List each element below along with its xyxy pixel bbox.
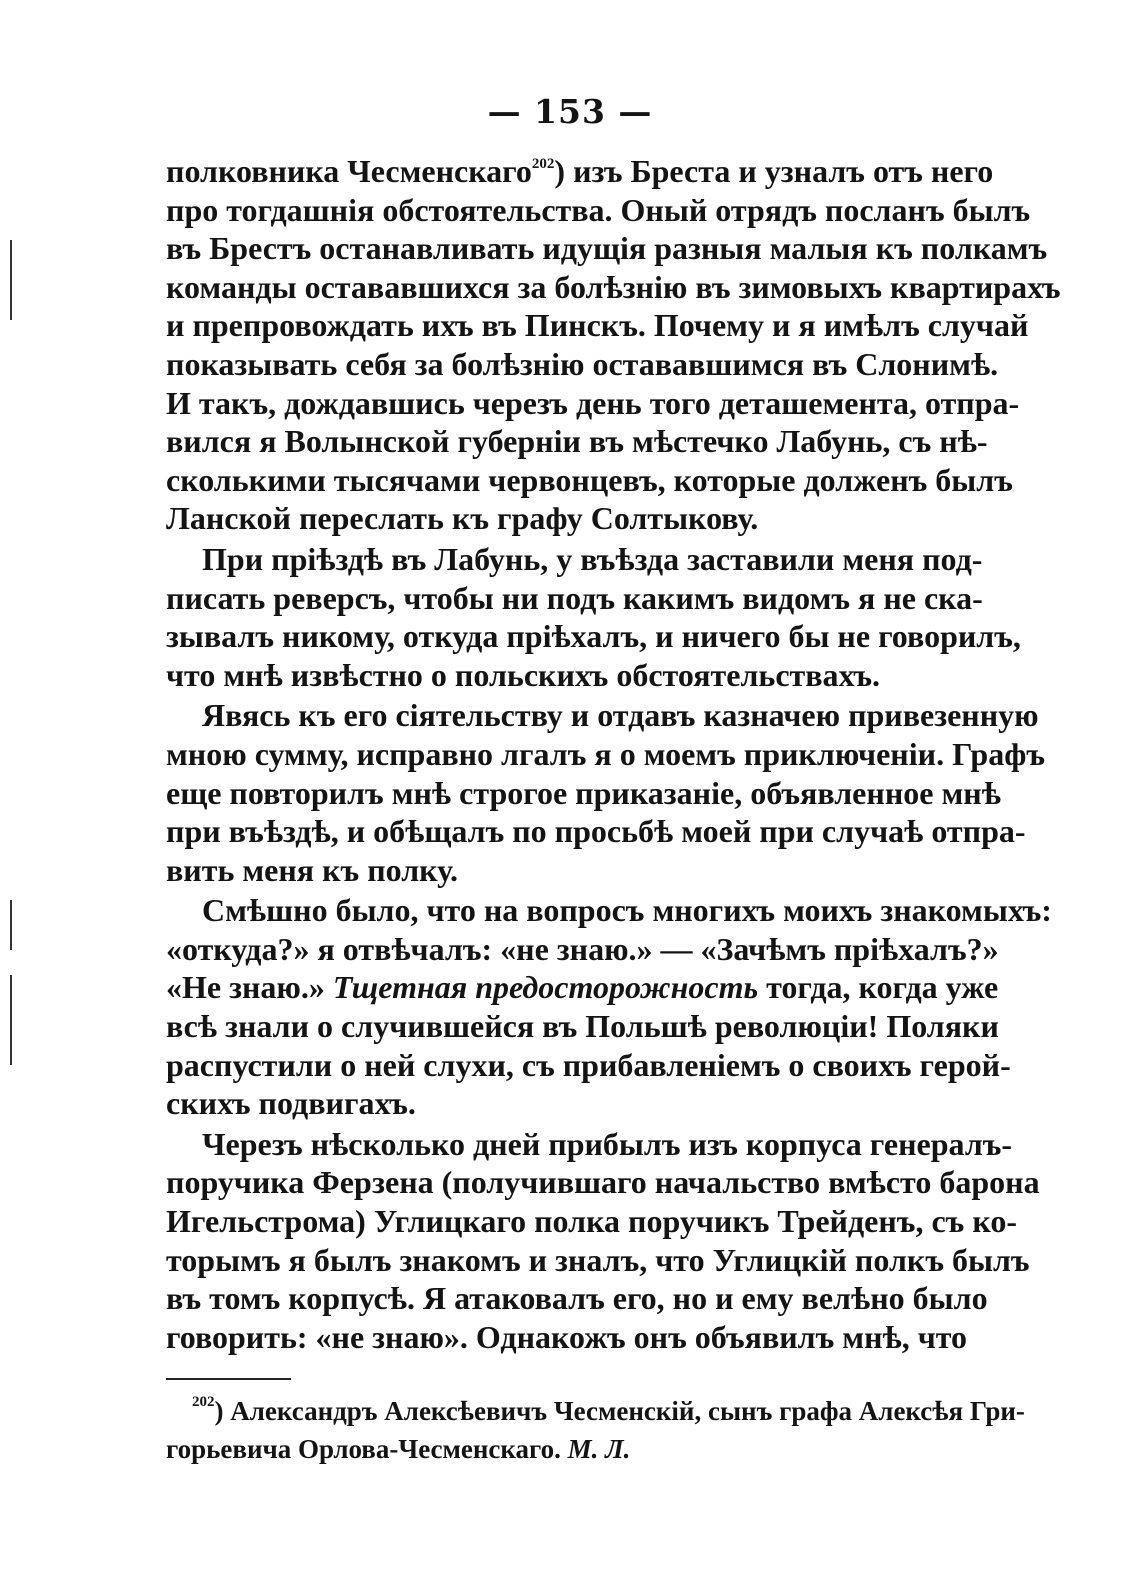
footnote-divider	[166, 1378, 291, 1380]
scan-margin-mark	[10, 975, 12, 1065]
scan-margin-mark	[10, 240, 12, 320]
text-line: что мнѣ извѣстно о польскихъ обстоятельствахъ.	[166, 656, 880, 693]
text-line: И такъ, дождавшись черезъ день того деташемента, отпра-	[166, 384, 1020, 421]
page-number: — 153 —	[487, 92, 653, 131]
footnote-signature: М. Л.	[567, 1434, 631, 1464]
text-line: всѣ знали о случившейся въ Польшѣ революціи! Поляки	[166, 1008, 999, 1045]
text-line: Смѣшно было, что на вопросъ многихъ моихъ знакомыхъ:	[202, 892, 1052, 929]
text-line: торымъ я былъ знакомъ и зналъ, что Углицкій полкъ былъ	[166, 1241, 1030, 1278]
text-line: еще повторилъ мнѣ строгое приказаніе, объявленное мнѣ	[166, 774, 1001, 811]
footnote-reference[interactable]: 202	[531, 156, 555, 172]
text-line: зывалъ никому, откуда пріѣхалъ, и ничего бы не говорилъ,	[166, 618, 1021, 655]
text-line: Игельстрома) Углицкаго полка поручикъ Трейденъ, съ ко-	[166, 1203, 1017, 1240]
text-line: въ томъ корпусѣ. Я атаковалъ его, но и ему велѣно было	[166, 1280, 988, 1317]
text-line: распустили о ней слухи, съ прибавленіемъ о своихъ герой-	[166, 1046, 1011, 1083]
text-line: полковника Чесменскаго$^{202}$) изъ Бреста и узналъ отъ него	[166, 153, 994, 189]
text-line: говорить: «не знаю». Однакожъ онъ объявилъ мнѣ, что	[166, 1318, 968, 1355]
text-line: вить меня къ полку.	[166, 851, 458, 888]
text-line: поручика Ферзена (получившаго начальство вмѣсто барона	[166, 1164, 1040, 1201]
text-line: Явясь къ его сіятельству и отдавъ казначею привезенную	[202, 697, 1039, 734]
text-line: При пріѣздѣ въ Лабунь, у въѣзда заставили меня под-	[202, 540, 983, 577]
text-line: скихъ подвигахъ.	[166, 1085, 416, 1122]
scan-margin-mark	[10, 900, 12, 950]
text-line: «Не знаю.» Тщетная предосторожность тогда, когда уже	[166, 969, 999, 1006]
text-line: при въѣздѣ, и обѣщалъ по просьбѣ моей при случаѣ отпра-	[166, 813, 1026, 850]
text-line: Ланской переслать къ графу Солтыкову.	[166, 500, 759, 537]
footnote-line: горьевича Орлова-Чесменскаго. М. Л.	[166, 1434, 631, 1464]
body-text	[166, 152, 1061, 1356]
footnote-marker: 202	[192, 1394, 215, 1410]
italic-phrase: Тщетная предосторожность	[332, 969, 759, 1006]
text-line: писать реверсъ, чтобы ни подъ какимъ видомъ я не ска-	[166, 579, 983, 616]
text-line: про тогдашнія обстоятельства. Оный отрядъ посланъ былъ	[166, 191, 1031, 228]
text-line: «откуда?» я отвѣчалъ: «не знаю.» — «Зачѣмъ пріѣхалъ?»	[166, 930, 999, 967]
text-line: мною сумму, исправно лгалъ я о моемъ приключеніи. Графъ	[166, 735, 1045, 772]
text-line: и препровождать ихъ въ Пинскъ. Почему и я имѣлъ случай	[166, 307, 1029, 344]
text-line: команды остававшихся за болѣзнію въ зимовыхъ квартирахъ	[166, 268, 1061, 305]
text-line: вился я Волынской губерніи въ мѣстечко Лабунь, съ нѣ-	[166, 423, 988, 460]
text-line: въ Брестъ останавливать идущія разныя малыя къ полкамъ	[166, 230, 1048, 267]
text-line: Черезъ нѣсколько дней прибылъ изъ корпуса генералъ-	[202, 1125, 1013, 1162]
text-line: сколькими тысячами червонцевъ, которые долженъ былъ	[166, 461, 1013, 498]
text-line: показывать себя за болѣзнію остававшимся въ Слонимѣ.	[166, 345, 999, 382]
footnote	[166, 1392, 1025, 1468]
footnote-line: $^{202}$) Александръ Алексѣевичъ Чесменскій, сынъ графа Алексѣя Гри-	[192, 1394, 1025, 1426]
